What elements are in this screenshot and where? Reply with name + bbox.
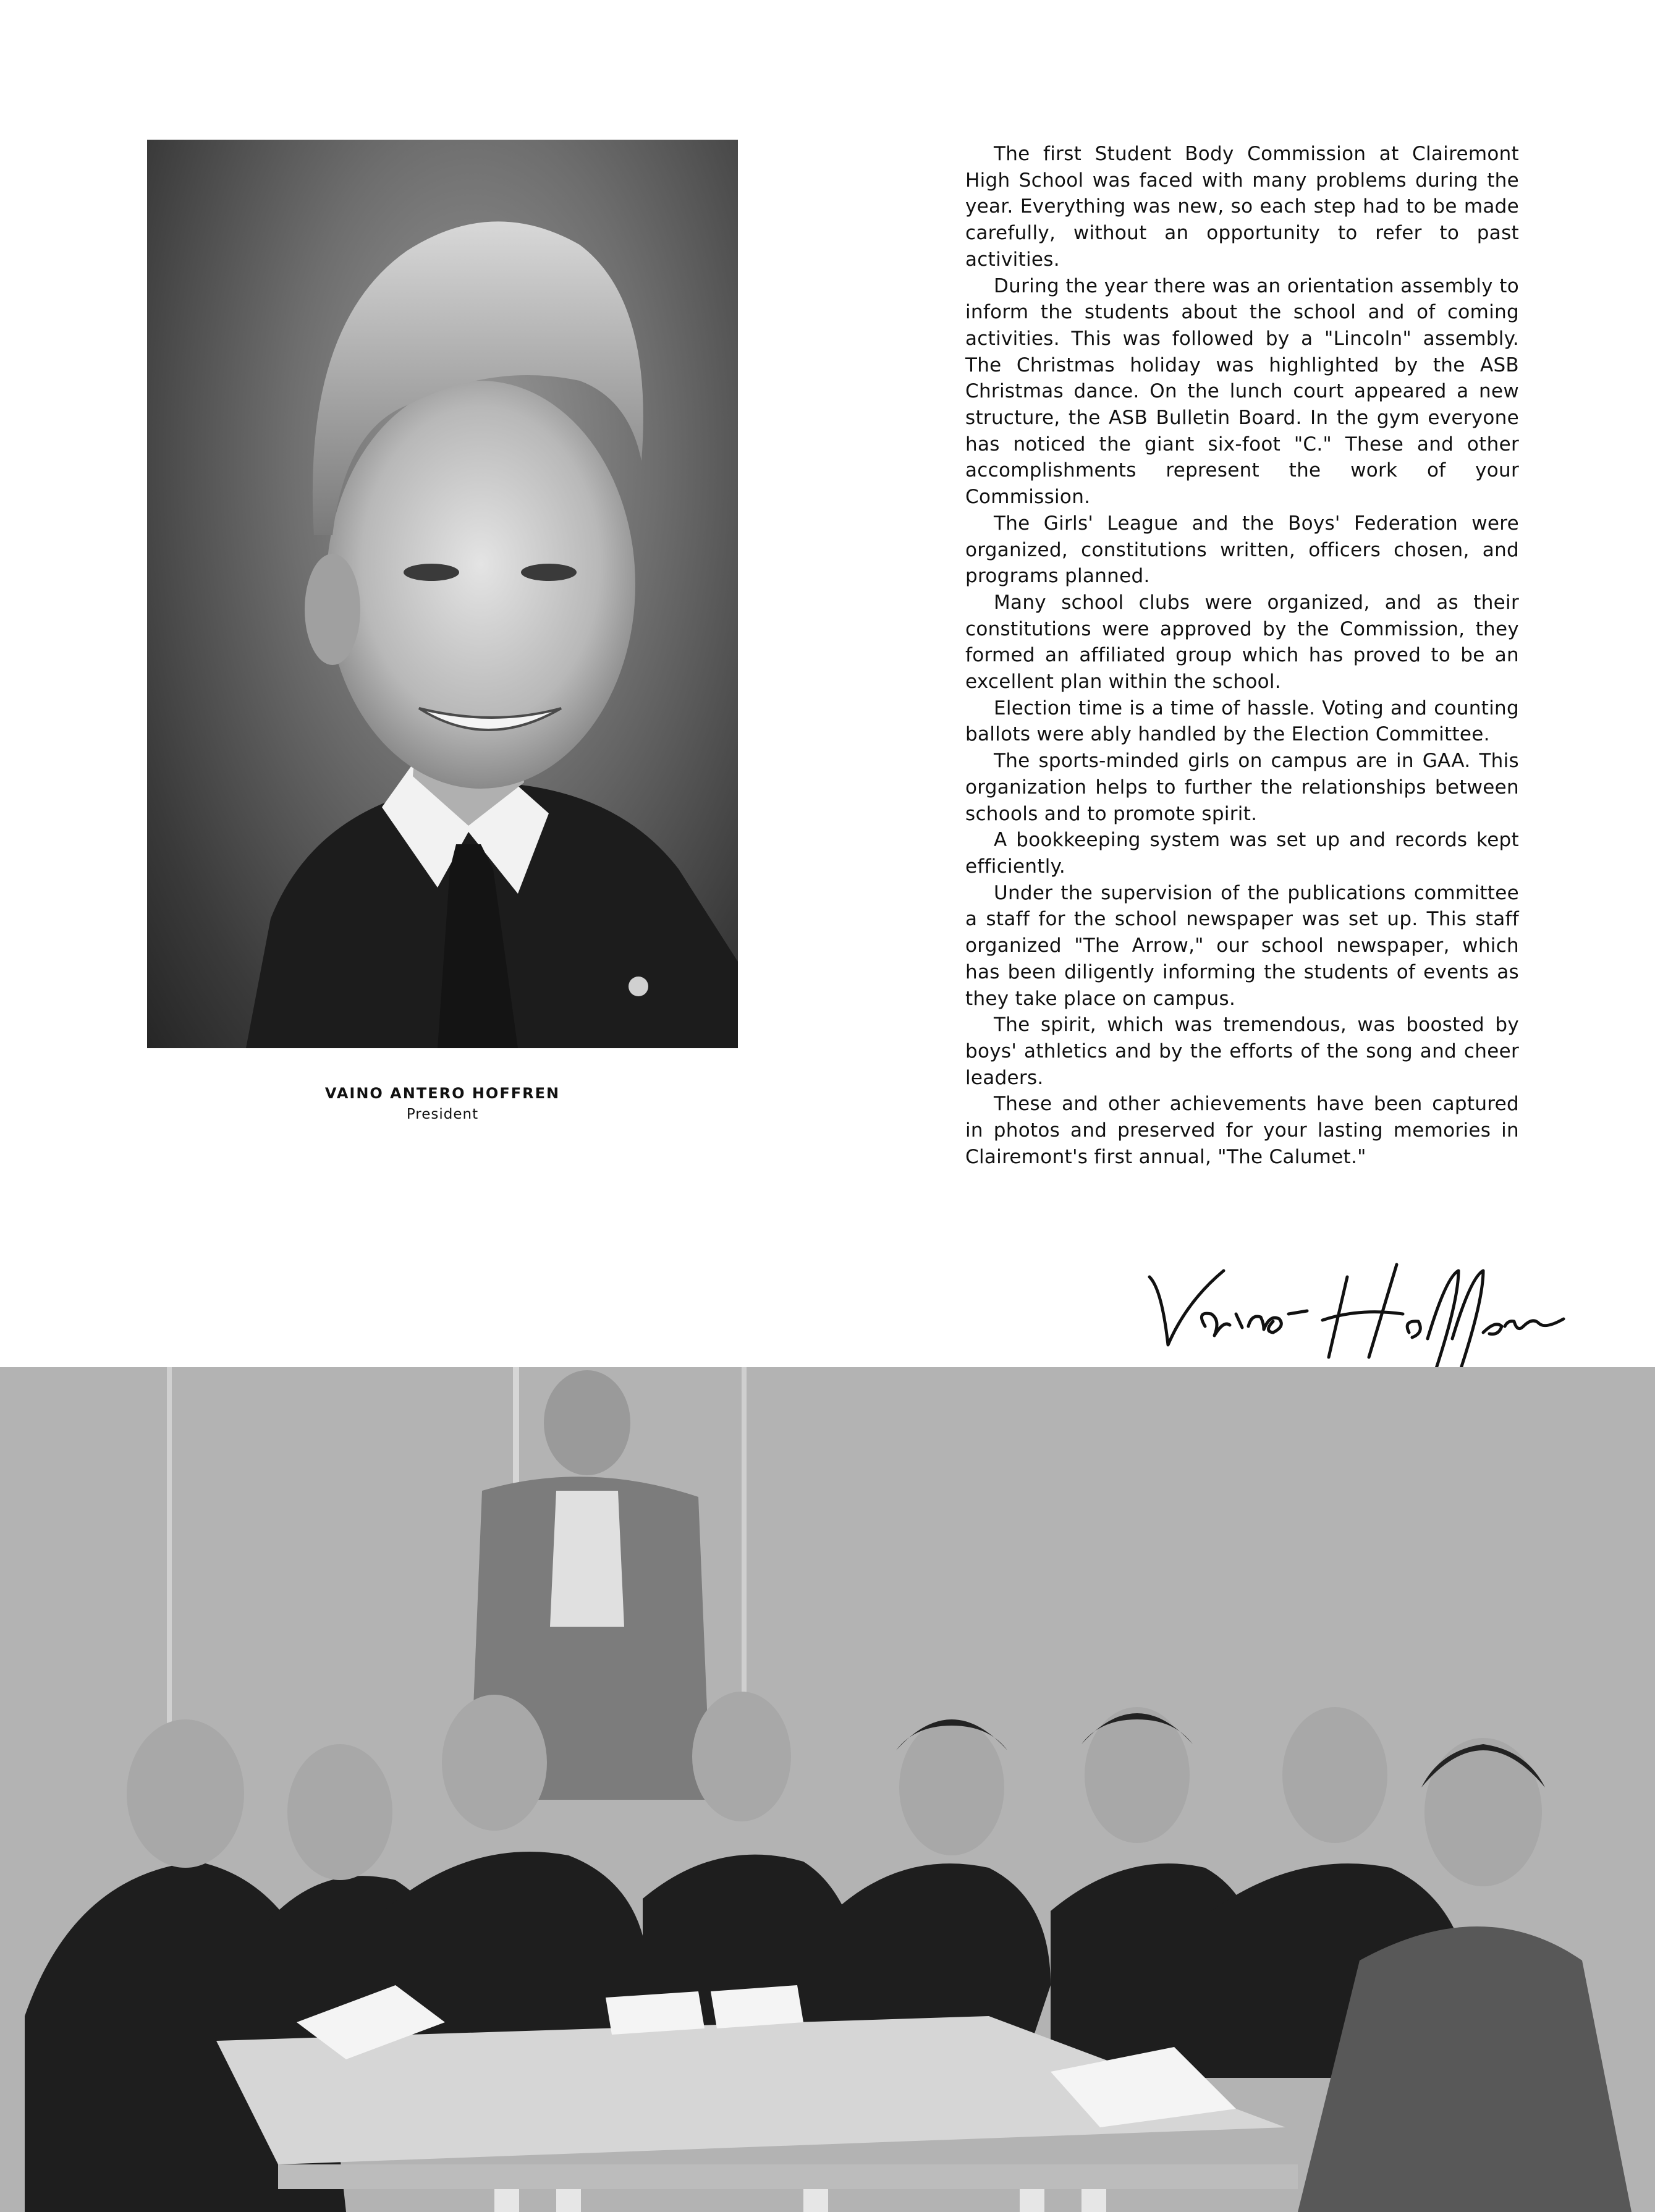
handwritten-signature bbox=[1137, 1252, 1570, 1376]
message-paragraph: The sports-minded girls on campus are in GAA. This organization helps to further the relationships between schools and to promote spirit. bbox=[965, 750, 1519, 825]
president-portrait-photo bbox=[147, 140, 738, 1048]
message-paragraph: These and other achievements have been captured in photos and preserved for your lasting memories in Clairemont's first annual, "The Calumet." bbox=[965, 1093, 1519, 1168]
message-paragraph: Many school clubs were organized, and as their constitutions were approved by the Commission, they formed an affiliated group which has proved to be an excellent plan within the school. bbox=[965, 591, 1519, 693]
message-paragraph: Election time is a time of hassle. Voting and counting ballots were ably handled by the Election Committee. bbox=[965, 697, 1519, 746]
president-name: VAINO ANTERO HOFFREN bbox=[324, 1085, 561, 1102]
message-paragraph: The first Student Body Commission at Clairemont High School was faced with many problems during the year. Everything was new, so each step had to be made carefully, without an opportunity to refer to past activities. bbox=[965, 143, 1519, 271]
message-paragraph: Under the supervision of the publications committee a staff for the school newspaper was set up. This staff organized "The Arrow," our school newspaper, which has been diligently informing the students of events as they take place on campus. bbox=[965, 881, 1519, 1010]
president-title: President bbox=[406, 1106, 479, 1122]
portrait-caption bbox=[147, 1083, 738, 1125]
message-paragraph: The Girls' League and the Boys' Federation were organized, constitutions written, officers chosen, and programs planned. bbox=[965, 512, 1519, 588]
president-message bbox=[965, 141, 1519, 1170]
message-paragraph: The spirit, which was tremendous, was boosted by boys' athletics and by the efforts of the song and cheer leaders. bbox=[965, 1014, 1519, 1089]
student-commission-group-photo bbox=[0, 1367, 1655, 2212]
message-paragraph: A bookkeeping system was set up and records kept efficiently. bbox=[965, 829, 1519, 878]
message-paragraph: During the year there was an orientation assembly to inform the students about the school and of coming activities. This was followed by a "Lincoln" assembly. The Christmas holiday was highlighted by the ASB Christmas dance. On the lunch court appeared a new structure, the ASB Bulletin Board. In the gym everyone has noticed the giant six-foot "C." These and other accomplishments represent the work of your Commission. bbox=[965, 274, 1519, 509]
